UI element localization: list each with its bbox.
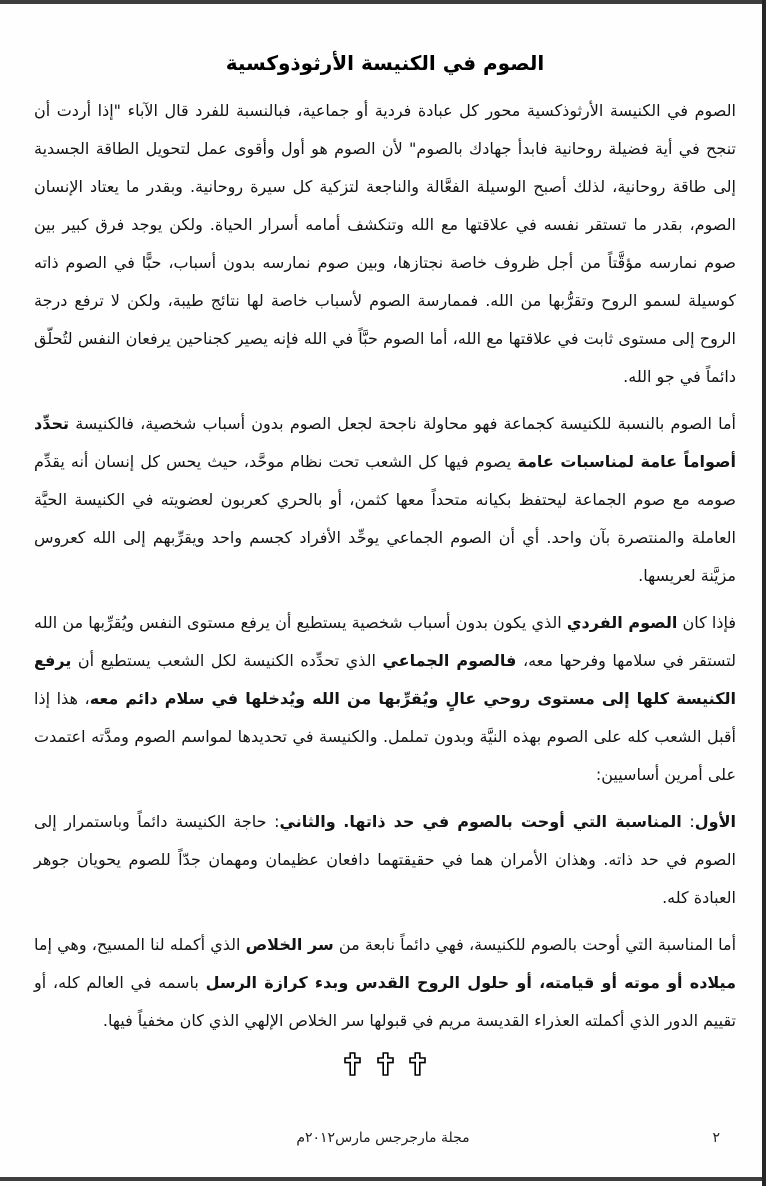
text-run: أما الصوم بالنسبة للكنيسة كجماعة فهو محاولة ناجحة لجعل الصوم بدون أسباب شخصية، فالكنيسة	[69, 414, 736, 433]
bold-text-run: يرفع الكنيسة كلها إلى مستوى روحي عالٍ ويُقرِّبها من الله ويُدخلها في سلام دائم معه	[34, 651, 736, 708]
text-run: الذي أكمله لنا المسيح، وهي إما	[34, 935, 246, 954]
bold-text-run: تحدِّد أصواماً عامة لمناسبات عامة	[34, 414, 736, 471]
text-run: الذي تحدِّده الكنيسة لكل الشعب يستطيع أن	[71, 651, 383, 670]
bold-text-run: الأول	[694, 812, 736, 831]
text-run: فإذا كان	[677, 613, 736, 632]
document-content	[34, 0, 736, 1076]
text-run: باسمه في العالم كله، أو تقييم الدور الذي أكملته العذراء القديسة مريم في قبولها سر الخلاص الإلهي الذي كان مخفياً فيها.	[34, 973, 736, 1030]
bold-text-run: فالصوم الجماعي	[382, 651, 517, 670]
scan-edge-right	[762, 0, 766, 1186]
paragraph-individual-fasting	[34, 92, 736, 396]
bold-text-run: ميلاده أو موته أو قيامته، أو حلول الروح القدس وبدء كرازة الرسل	[205, 973, 736, 992]
paragraph-individual-vs-communal	[34, 604, 736, 794]
text-run: ، هذا إذا أقبل الشعب كله على الصوم بهذه النيَّة وبدون تململ. والكنيسة في تحديدها لمواسم الصوم ومدَّته اعتمدت على أمرين أساسيين:	[34, 689, 736, 784]
text-run: يصوم فيها كل الشعب تحت نظام موحَّد، حيث يحس كل إنسان أنه يقدِّم صومه مع صوم الجماعة ليحتفظ بكيانه متحداً معها كثمن، أو بالحري كعربون لعضويته في الكنيسة الحيَّة العاملة والمنتصرة بآن واحد. أي أن الصوم الجماعي يوحِّد الأفراد كجسم واحد ويقرِّبهم إلى الله كعروس مزيَّنة لعريسها.	[34, 452, 736, 585]
latin-cross-icon	[377, 1052, 394, 1076]
bold-text-run: سر الخلاص	[245, 935, 334, 954]
latin-cross-icon	[409, 1052, 426, 1076]
crosses-divider	[34, 1052, 736, 1076]
bold-text-run: والثاني	[279, 812, 336, 831]
text-run: :	[681, 812, 695, 831]
bold-text-run: المناسبة التي أوحت بالصوم في حد ذاتها.	[343, 812, 682, 831]
paragraphs-container	[34, 92, 736, 1040]
footer-journal-line: مجلة مارجرجس مارس٢٠١٢م	[296, 1130, 470, 1146]
bold-text-run: الصوم الفردي	[566, 613, 678, 632]
text-run: الذي يكون بدون أسباب شخصية يستطيع أن يرفع مستوى النفس ويُقرِّبها من الله لتستقر في سلامها وفرحها معه،	[34, 613, 737, 670]
latin-cross-icon	[344, 1052, 361, 1076]
paragraph-occasion-of-fasting	[34, 926, 736, 1040]
scan-edge-bottom	[0, 1177, 766, 1181]
page-number: ٢	[712, 1130, 720, 1146]
text-run: أما المناسبة التي أوحت بالصوم للكنيسة، فهي دائماً نابعة من	[333, 935, 737, 954]
page-title: الصوم في الكنيسة الأرثوذوكسية	[225, 51, 545, 75]
paragraph-church-communal-fasting	[34, 405, 736, 595]
paragraph-two-principles	[34, 803, 736, 917]
text-run: الصوم في الكنيسة الأرثوذكسية محور كل عبادة فردية أو جماعية، فبالنسبة للفرد قال الآباء "إذا أردت أن تنجح في أية فضيلة روحانية فابدأ جهادك بالصوم" لأن الصوم هو أول وأقوى عمل لتحويل الطاقة الجسدية إلى طاقة روحانية، لذلك أصبح الوسيلة الفعَّالة والناجعة لتزكية كل سيرة روحانية. وبقدر ما يعتاد الإنسان الصوم، بقدر ما تستقر نفسه في علاقتها مع الله وتنكشف أمامه أسرار الحياة. ولكن يوجد فرق كبير بين صوم نمارسه مؤقَّتاً من أجل ظروف خاصة نجتازها، وبين صوم نمارسه بدون أسباب، حبًّا في الصوم ذاته كوسيلة لسمو الروح وتقرُّبها من الله. فممارسة الصوم لأسباب خاصة لها نتائج طيبة، ولكن لا ترفع درجة الروح إلى مستوى ثابت في علاقتها مع الله، أما الصوم حبَّاً في الله فإنه يصير كجناحين يرفعان النفس لتُحلّق دائماً في جو الله.	[34, 101, 736, 386]
text-run: : حاجة الكنيسة دائماً وباستمرار إلى الصوم في حد ذاته. وهذان الأمران هما في حقيقتهما دافعان عظيمان ومهمان جدّاً للصوم يحويان جوهر العبادة كله.	[34, 812, 736, 907]
